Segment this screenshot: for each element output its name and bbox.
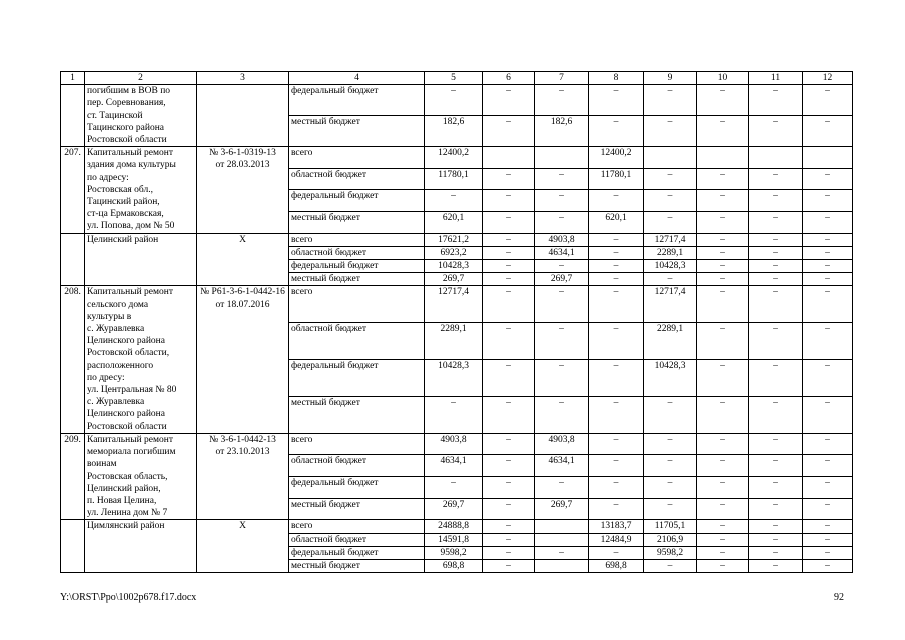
value-cell: – [803,260,853,273]
value-cell: – [535,212,589,234]
value-cell: – [483,246,535,259]
value-cell: 2289,1 [644,323,697,360]
column-header: 2 [85,72,197,85]
value-cell: – [803,116,853,147]
value-cell: – [535,168,589,190]
value-cell: – [483,433,535,455]
document-ref: № 3-6-1-0442-13 от 23.10.2013 [197,433,289,519]
value-cell: 269,7 [425,498,483,520]
value-cell: – [483,323,535,360]
funding-source: всего [289,147,425,169]
value-cell: – [589,233,644,246]
value-cell: – [483,397,535,434]
value-cell: – [589,323,644,360]
document-ref [197,85,289,147]
value-cell: – [803,212,853,234]
value-cell: – [483,546,535,559]
value-cell: 698,8 [589,559,644,572]
object-name: Капитальный ремонт мемориала погибшим воинам Ростовская область, Целинский район, п. Новая Целина, ул. Ленина дом № 7 [85,433,197,519]
value-cell: – [749,360,803,397]
value-cell: – [803,559,853,572]
value-cell: 12484,9 [589,533,644,546]
column-header: 11 [749,72,803,85]
value-cell: – [644,477,697,499]
value-cell: – [535,85,589,116]
value-cell: 17621,2 [425,233,483,246]
value-cell: – [589,455,644,477]
value-cell: 9598,2 [644,546,697,559]
funding-source: федеральный бюджет [289,85,425,116]
funding-source: областной бюджет [289,323,425,360]
value-cell: – [697,233,749,246]
row-number: 208. [61,286,85,433]
object-name: Целинский район [85,233,197,286]
value-cell: 269,7 [535,498,589,520]
value-cell: 14591,8 [425,533,483,546]
value-cell: – [803,190,853,212]
value-cell: – [803,286,853,323]
value-cell: 2106,9 [644,533,697,546]
value-cell: – [483,85,535,116]
value-cell: 4903,8 [535,233,589,246]
value-cell: – [749,273,803,286]
document-ref: X [197,233,289,286]
value-cell: 182,6 [425,116,483,147]
value-cell [483,147,535,169]
value-cell: – [483,477,535,499]
value-cell: – [803,168,853,190]
value-cell: – [535,190,589,212]
value-cell: – [749,246,803,259]
column-header: 8 [589,72,644,85]
value-cell: – [803,246,853,259]
value-cell: – [803,533,853,546]
value-cell: – [749,168,803,190]
value-cell: 269,7 [425,273,483,286]
value-cell: – [483,498,535,520]
value-cell [697,147,749,169]
value-cell: – [803,546,853,559]
funding-source: федеральный бюджет [289,260,425,273]
value-cell: – [483,286,535,323]
value-cell: – [697,286,749,323]
value-cell: – [425,397,483,434]
value-cell: – [483,190,535,212]
value-cell: – [803,85,853,116]
value-cell: – [803,477,853,499]
value-cell: – [644,397,697,434]
value-cell: – [697,85,749,116]
object-name: Капитальный ремонт здания дома культуры по адресу: Ростовская обл., Тацинский район, ст-ца Ермаковская, ул. Попова, дом № 50 [85,147,197,233]
object-name: Цимлянский район [85,520,197,573]
funding-source: местный бюджет [289,212,425,234]
value-cell: 698,8 [425,559,483,572]
value-cell: 11780,1 [425,168,483,190]
funding-source: местный бюджет [289,498,425,520]
value-cell: – [697,520,749,533]
column-header: 1 [61,72,85,85]
value-cell: – [697,212,749,234]
value-cell: – [644,190,697,212]
value-cell: – [803,455,853,477]
value-cell: – [803,498,853,520]
funding-source: федеральный бюджет [289,190,425,212]
value-cell: – [644,559,697,572]
funding-source: всего [289,520,425,533]
value-cell: – [589,260,644,273]
document-ref: № Р61-3-6-1-0442-16 от 18.07.2016 [197,286,289,433]
value-cell: 12400,2 [425,147,483,169]
row-number: 209. [61,433,85,519]
row-number [61,233,85,286]
value-cell: – [535,260,589,273]
value-cell: – [483,273,535,286]
value-cell: – [803,233,853,246]
value-cell: 10428,3 [425,260,483,273]
value-cell: – [803,397,853,434]
funding-source: всего [289,233,425,246]
footer-file-path: Y:\ORST\Ppo\1002p678.f17.docx [60,592,197,603]
object-name: Капитальный ремонт сельского дома культуры в с. Журавлевка Целинского района Ростовской области, расположенного по дресу: ул. Центральная № 80 с. Журавлевка Целинского района Ростовской области [85,286,197,433]
value-cell: 11780,1 [589,168,644,190]
document-ref: X [197,520,289,573]
value-cell: – [697,559,749,572]
value-cell: – [749,286,803,323]
value-cell: – [589,85,644,116]
value-cell: – [535,397,589,434]
row-number: 207. [61,147,85,233]
table-row [61,520,853,533]
column-header: 5 [425,72,483,85]
table-row [61,433,853,455]
document-ref: № 3-6-1-0319-13 от 28.03.2013 [197,147,289,233]
value-cell: 2289,1 [644,246,697,259]
value-cell: 13183,7 [589,520,644,533]
value-cell: – [589,360,644,397]
value-cell: – [697,273,749,286]
value-cell: – [589,433,644,455]
value-cell: – [697,246,749,259]
value-cell: 4903,8 [425,433,483,455]
value-cell: 11705,1 [644,520,697,533]
value-cell: – [697,533,749,546]
value-cell: – [483,455,535,477]
row-number [61,85,85,147]
value-cell: 10428,3 [425,360,483,397]
value-cell: – [589,546,644,559]
value-cell: – [749,260,803,273]
value-cell: 182,6 [535,116,589,147]
value-cell [749,147,803,169]
value-cell: – [697,498,749,520]
value-cell: – [483,559,535,572]
column-header: 10 [697,72,749,85]
value-cell: 12717,4 [644,233,697,246]
value-cell: – [749,533,803,546]
value-cell: 10428,3 [644,260,697,273]
value-cell: – [425,477,483,499]
funding-source: федеральный бюджет [289,360,425,397]
funding-source: федеральный бюджет [289,546,425,559]
value-cell: 4634,1 [535,455,589,477]
column-header: 9 [644,72,697,85]
table-row [61,85,853,116]
value-cell: – [749,520,803,533]
value-cell: – [589,190,644,212]
table-row [61,233,853,246]
value-cell: 620,1 [589,212,644,234]
value-cell: – [749,323,803,360]
column-header: 12 [803,72,853,85]
value-cell: – [697,455,749,477]
table-row [61,147,853,169]
value-cell: 9598,2 [425,546,483,559]
funding-source: местный бюджет [289,397,425,434]
funding-source: всего [289,433,425,455]
value-cell: 12400,2 [589,147,644,169]
value-cell [535,147,589,169]
value-cell: – [483,360,535,397]
value-cell: – [483,233,535,246]
value-cell: 12717,4 [644,286,697,323]
funding-source: всего [289,286,425,323]
value-cell: – [644,498,697,520]
value-cell: – [589,286,644,323]
value-cell: – [749,433,803,455]
value-cell: 4634,1 [535,246,589,259]
value-cell: – [803,323,853,360]
value-cell: – [644,85,697,116]
value-cell: – [535,546,589,559]
column-header: 4 [289,72,425,85]
table-row [61,286,853,323]
value-cell: – [425,190,483,212]
value-cell: – [644,116,697,147]
value-cell: – [697,433,749,455]
value-cell: – [749,455,803,477]
value-cell: – [589,397,644,434]
funding-source: местный бюджет [289,273,425,286]
value-cell: – [589,273,644,286]
header-row [61,72,853,85]
value-cell: 620,1 [425,212,483,234]
value-cell: – [803,273,853,286]
value-cell: – [483,168,535,190]
value-cell: – [749,546,803,559]
value-cell [535,559,589,572]
value-cell: 24888,8 [425,520,483,533]
object-name: погибшим в ВОВ по пер. Соревнования, ст. Тацинской Тацинского района Ростовской области [85,85,197,147]
value-cell: – [483,533,535,546]
value-cell: – [803,520,853,533]
funding-source: областной бюджет [289,455,425,477]
value-cell: – [644,212,697,234]
value-cell: – [589,477,644,499]
value-cell: – [483,212,535,234]
value-cell: 2289,1 [425,323,483,360]
value-cell: 10428,3 [644,360,697,397]
value-cell: – [749,233,803,246]
value-cell: – [483,116,535,147]
value-cell: – [749,498,803,520]
value-cell: – [697,168,749,190]
value-cell: – [535,477,589,499]
value-cell: – [589,116,644,147]
funding-source: местный бюджет [289,116,425,147]
row-number [61,520,85,573]
value-cell: – [644,273,697,286]
value-cell: – [749,116,803,147]
value-cell: – [749,559,803,572]
value-cell [535,520,589,533]
value-cell: – [697,360,749,397]
value-cell: – [425,85,483,116]
value-cell: – [697,546,749,559]
value-cell: – [535,360,589,397]
value-cell: – [803,433,853,455]
value-cell [644,147,697,169]
value-cell: – [644,168,697,190]
value-cell: – [535,323,589,360]
value-cell: 12717,4 [425,286,483,323]
value-cell: – [749,477,803,499]
value-cell: – [483,520,535,533]
value-cell: – [697,477,749,499]
value-cell: 4903,8 [535,433,589,455]
value-cell: – [749,85,803,116]
column-header: 3 [197,72,289,85]
value-cell: – [749,190,803,212]
value-cell: – [697,397,749,434]
value-cell: 269,7 [535,273,589,286]
value-cell: – [697,116,749,147]
value-cell: – [749,397,803,434]
value-cell: – [697,323,749,360]
column-header: 6 [483,72,535,85]
funding-source: федеральный бюджет [289,477,425,499]
value-cell [803,147,853,169]
value-cell: – [644,455,697,477]
value-cell: – [589,246,644,259]
value-cell: – [535,286,589,323]
funding-source: областной бюджет [289,168,425,190]
value-cell: – [589,498,644,520]
value-cell: – [644,433,697,455]
page-number: 92 [834,592,844,603]
value-cell: 4634,1 [425,455,483,477]
funding-source: местный бюджет [289,559,425,572]
value-cell: – [697,190,749,212]
value-cell: – [483,260,535,273]
value-cell: – [749,212,803,234]
value-cell [535,533,589,546]
funding-source: областной бюджет [289,246,425,259]
value-cell: – [697,260,749,273]
value-cell: – [803,360,853,397]
value-cell: 6923,2 [425,246,483,259]
budget-table [60,71,853,573]
funding-source: областной бюджет [289,533,425,546]
column-header: 7 [535,72,589,85]
